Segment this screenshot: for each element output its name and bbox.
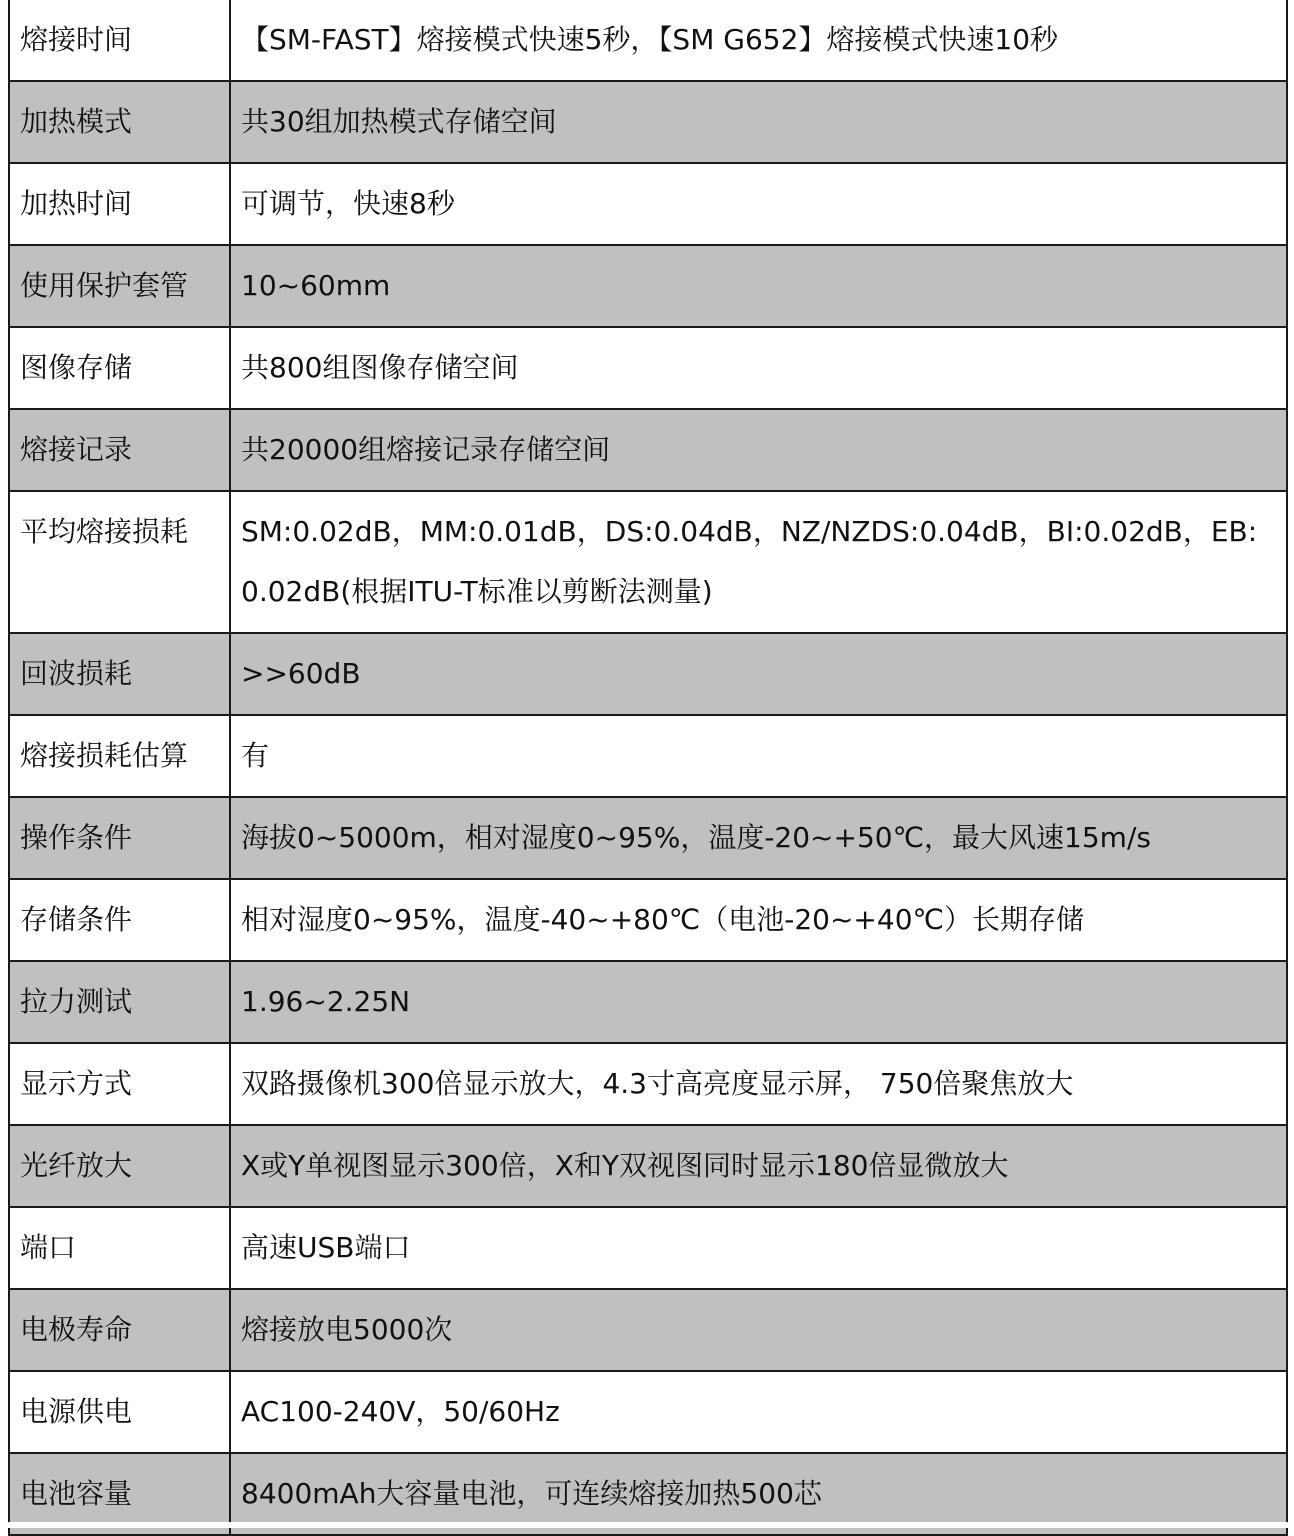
spec-value: X或Y单视图显示300倍，X和Y双视图同时显示180倍显微放大 <box>230 1125 1287 1207</box>
spec-value: >>60dB <box>230 633 1287 715</box>
spec-value: 共20000组熔接记录存储空间 <box>230 409 1287 491</box>
spec-row-image-storage <box>9 327 1287 409</box>
spec-value: 共800组图像存储空间 <box>230 327 1287 409</box>
spec-row-operating-conditions <box>9 797 1287 879</box>
spec-row-fusion-records <box>9 409 1287 491</box>
spec-label: 操作条件 <box>9 797 230 879</box>
spec-value: 10~60mm <box>230 245 1287 327</box>
spec-row-return-loss <box>9 633 1287 715</box>
spec-label: 熔接损耗估算 <box>9 715 230 797</box>
spec-row-heating-time <box>9 163 1287 245</box>
spec-row-fiber-magnification <box>9 1125 1287 1207</box>
spec-value: SM:0.02dB，MM:0.01dB，DS:0.04dB，NZ/NZDS:0.04dB，BI:0.02dB，EB:0.02dB(根据ITU-T标准以剪断法测量) <box>230 491 1287 633</box>
spec-value: 【SM-FAST】熔接模式快速5秒，【SM G652】熔接模式快速10秒 <box>230 0 1287 81</box>
spec-row-port <box>9 1207 1287 1289</box>
page-bottom-margin <box>0 1522 1294 1528</box>
spec-label: 存储条件 <box>9 879 230 961</box>
spec-label: 光纤放大 <box>9 1125 230 1207</box>
spec-value: 熔接放电5000次 <box>230 1289 1287 1371</box>
spec-label: 电极寿命 <box>9 1289 230 1371</box>
spec-row-protection-sleeve <box>9 245 1287 327</box>
spec-value: 双路摄像机300倍显示放大，4.3寸高亮度显示屏， 750倍聚焦放大 <box>230 1043 1287 1125</box>
spec-row-average-splice-loss <box>9 491 1287 633</box>
spec-label: 端口 <box>9 1207 230 1289</box>
spec-row-tension-test <box>9 961 1287 1043</box>
spec-label: 显示方式 <box>9 1043 230 1125</box>
spec-row-heating-mode <box>9 81 1287 163</box>
spec-value: 高速USB端口 <box>230 1207 1287 1289</box>
spec-label: 加热时间 <box>9 163 230 245</box>
spec-row-display-mode <box>9 1043 1287 1125</box>
spec-row-loss-estimation <box>9 715 1287 797</box>
spec-table <box>8 0 1288 1536</box>
spec-value: 8400mAh大容量电池，可连续熔接加热500芯 <box>230 1453 1287 1535</box>
spec-label: 使用保护套管 <box>9 245 230 327</box>
spec-row-power-supply <box>9 1371 1287 1453</box>
spec-value: 有 <box>230 715 1287 797</box>
spec-value: AC100-240V，50/60Hz <box>230 1371 1287 1453</box>
spec-label: 熔接时间 <box>9 0 230 81</box>
spec-row-electrode-life <box>9 1289 1287 1371</box>
spec-value: 共30组加热模式存储空间 <box>230 81 1287 163</box>
spec-label: 图像存储 <box>9 327 230 409</box>
spec-row-storage-conditions <box>9 879 1287 961</box>
spec-label: 电源供电 <box>9 1371 230 1453</box>
spec-row-fusion-time <box>9 0 1287 81</box>
spec-label: 电池容量 <box>9 1453 230 1535</box>
spec-value: 相对湿度0~95%，温度-40~+80℃（电池-20~+40℃）长期存储 <box>230 879 1287 961</box>
spec-label: 回波损耗 <box>9 633 230 715</box>
spec-label: 拉力测试 <box>9 961 230 1043</box>
spec-value: 海拔0~5000m，相对湿度0~95%，温度-20~+50℃，最大风速15m/s <box>230 797 1287 879</box>
spec-label: 熔接记录 <box>9 409 230 491</box>
spec-label: 平均熔接损耗 <box>9 491 230 633</box>
spec-value: 1.96~2.25N <box>230 961 1287 1043</box>
spec-value: 可调节，快速8秒 <box>230 163 1287 245</box>
spec-label: 加热模式 <box>9 81 230 163</box>
